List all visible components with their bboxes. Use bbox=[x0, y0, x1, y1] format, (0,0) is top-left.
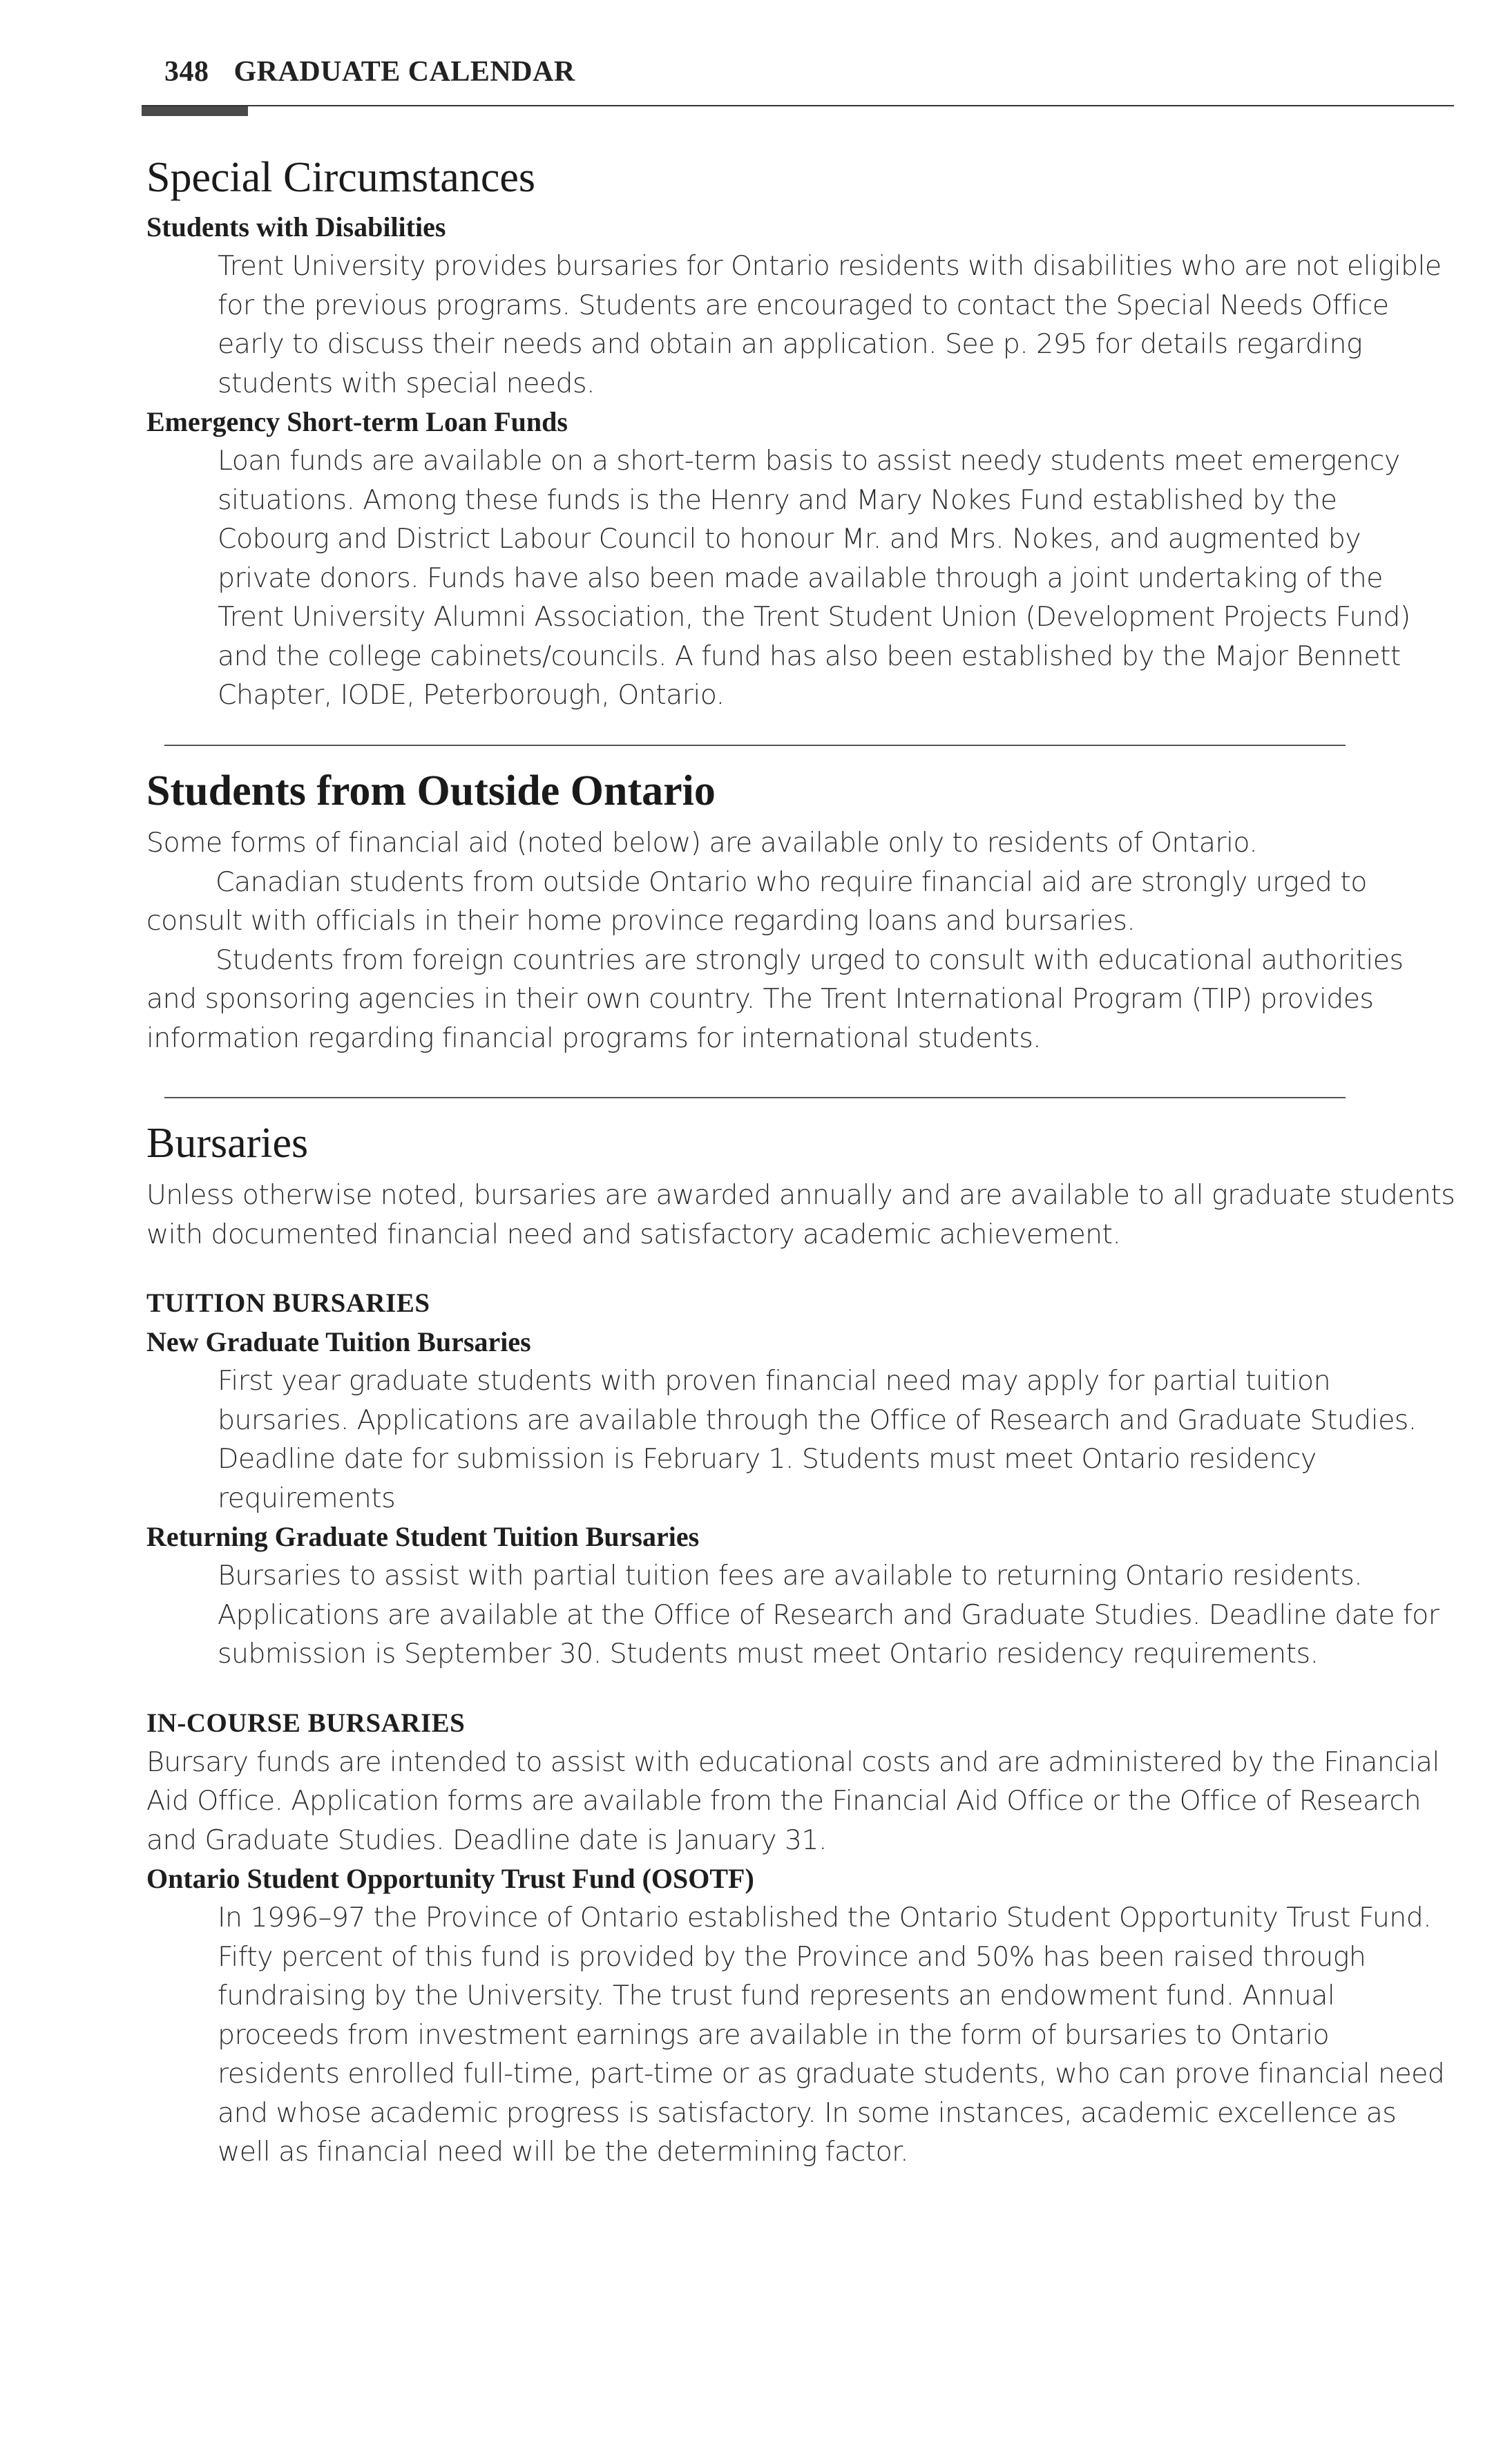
header-rule bbox=[142, 105, 1454, 106]
running-title: GRADUATE CALENDAR bbox=[233, 56, 575, 88]
section-title-outside-ontario: Students from Outside Ontario bbox=[146, 767, 716, 814]
header-rule-tab bbox=[142, 106, 248, 116]
running-header bbox=[164, 55, 575, 88]
outside-ontario-section bbox=[146, 764, 1455, 1058]
paragraph-outside-ontario-3: Students from foreign countries are strongly urged to consult with educational authorities and sponsoring agencies in their own country. The Trent International Program (TIP) provides information regarding financial programs for international students. bbox=[146, 944, 1404, 1054]
subheading-students-with-disabilities: Students with Disabilities bbox=[146, 211, 446, 242]
page-number: 348 bbox=[164, 56, 209, 88]
subheading-returning-graduate-tuition-bursaries: Returning Graduate Student Tuition Bursaries bbox=[146, 1521, 700, 1552]
paragraph-osotf: In 1996–97 the Province of Ontario established the Ontario Student Opportunity Trust Fund. Fifty percent of this fund is provided by the Province and 50% has been raised through fundraising by the University. The trust fund represents an endowment fund. Annual proceeds from investment earnings are available in the form of bursaries to Ontario residents enrolled full-time, part-time or as graduate students, who can prove financial need and whose academic progress is satisfactory. In some instances, academic excellence as well as financial need will be the determining factor. bbox=[218, 1902, 1445, 2168]
section-title-special-circumstances: Special Circumstances bbox=[146, 154, 535, 201]
subheading-emergency-loan-funds: Emergency Short-term Loan Funds bbox=[146, 406, 568, 437]
section-divider-2 bbox=[164, 1097, 1346, 1098]
paragraph-bursaries-intro: Unless otherwise noted, bursaries are awarded annually and are available to all graduate students with documented financial need and satisfactory academic achievement. bbox=[146, 1179, 1455, 1250]
paragraph-disabilities: Trent University provides bursaries for Ontario residents with disabilities who are not eligible for the previous programs. Students are encouraged to contact the Special Needs Office early to discuss their needs and obtain an application. See p. 295 for details regarding students with special needs. bbox=[218, 250, 1442, 399]
paragraph-outside-ontario-2: Canadian students from outside Ontario who require financial aid are strongly urged to consult with officials in their home province regarding loans and bursaries. bbox=[146, 866, 1367, 937]
bursaries-section bbox=[146, 1116, 1455, 2172]
section-divider-1 bbox=[164, 745, 1346, 746]
paragraph-returning-graduate-tuition-bursaries: Bursaries to assist with partial tuition fees are available to returning Ontario residents. Applications are available at the Office of Research and Graduate Studies. Deadline date for submission is September 30. Students must meet Ontario residency requirements. bbox=[218, 1560, 1439, 1670]
paragraph-outside-ontario-1: Some forms of financial aid (noted below) are available only to residents of Ontario. bbox=[146, 827, 1258, 859]
heading-tuition-bursaries: TUITION BURSARIES bbox=[146, 1288, 430, 1318]
special-circumstances-section bbox=[146, 151, 1455, 715]
heading-in-course-bursaries: IN-COURSE BURSARIES bbox=[146, 1708, 466, 1738]
subheading-new-graduate-tuition-bursaries: New Graduate Tuition Bursaries bbox=[146, 1326, 531, 1357]
subheading-osotf: Ontario Student Opportunity Trust Fund (OSOTF) bbox=[146, 1863, 754, 1894]
paragraph-new-graduate-tuition-bursaries: First year graduate students with proven financial need may apply for partial tuition bursaries. Applications are available through the Office of Research and Graduate Studies. Deadline date for submission is February 1. Students must meet Ontario residency requirements bbox=[218, 1365, 1417, 1514]
paragraph-emergency-loan-funds: Loan funds are available on a short-term basis to assist needy students meet emergency situations. Among these funds is the Henry and Mary Nokes Fund established by the Cobourg and District Labour Council to honour Mr. and Mrs. Nokes, and augmented by private donors. Funds have also been made available through a joint undertaking of the Trent University Alumni Association, the Trent Student Union (Development Projects Fund) and the college cabinets/councils. A fund has also been established by the Major Bennett Chapter, IODE, Peterborough, Ontario. bbox=[218, 445, 1410, 711]
section-title-bursaries: Bursaries bbox=[146, 1120, 309, 1167]
paragraph-in-course-bursaries: Bursary funds are intended to assist with educational costs and are administered by the Financial Aid Office. Application forms are available from the Financial Aid Office or the Office of Research and Graduate Studies. Deadline date is January 31. bbox=[146, 1746, 1439, 1856]
